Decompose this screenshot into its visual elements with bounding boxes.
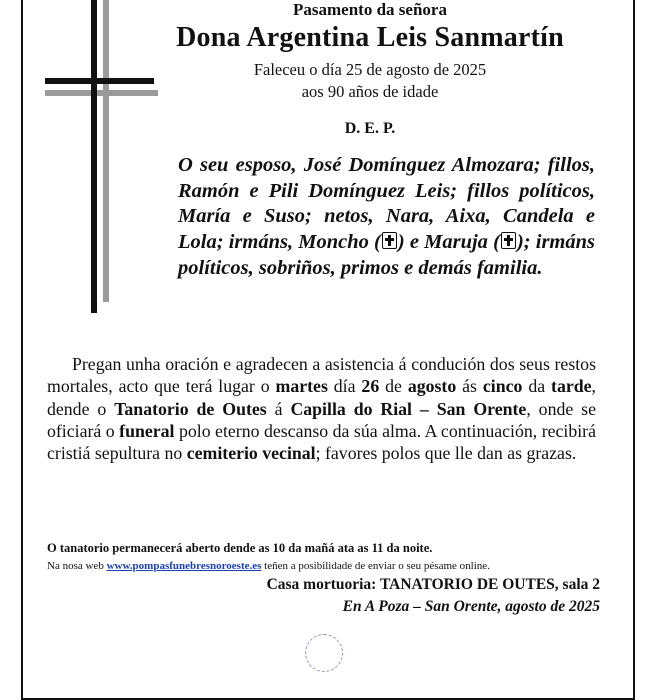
place-date: En A Poza – San Orente, agosto de 2025 (342, 598, 600, 615)
casa-mortuoria: Casa mortuoria: TANATORIO DE OUTES, sala 2 (266, 576, 600, 593)
death-date: Faleceu o día 25 de agosto de 2025 (253, 60, 487, 79)
company-logo (305, 634, 343, 672)
ceremony-paragraph: Pregan unha oración e agradecen a asistencia á condución dos seus restos mortales, acto que terá lugar o martes día 26 de agosto ás cinco da tarde, dende o Tanatorio de Outes á Capilla do Rial – San Orente, onde se oficiará o funeral polo eterno descanso da súa alma. A continuación, recibirá cristiá sepultura no cemiterio vecinal; favores polos que lle dan as grazas. (47, 354, 596, 464)
deceased-name: Dona Argentina Leis Sanmartín (176, 22, 564, 53)
dep-text: D. E. P. (344, 120, 396, 137)
family-text-3: ); irmáns políticos, sobriños, primos e demás familia. (178, 231, 596, 279)
web-note: Na nosa web www.pompasfunebresnoroeste.es teñen a posibilidade de enviar o seu pésame online. (47, 560, 490, 572)
cross-small-icon (382, 232, 397, 249)
family-text-1: O seu esposo, José Domínguez Almozara; fillos, Ramón e Pili Domínguez Leis; fillos políticos, María e Suso; netos, Nara, Aixa, Candela e Lola; irmáns, Moncho ( (178, 154, 595, 254)
family-text-2: ) e Maruja ( (397, 231, 500, 254)
tanatorio-hours: O tanatorio permanecerá aberto dende as 10 da mañá ata as 11 da noite. (47, 541, 433, 555)
cross-small-icon (501, 232, 516, 249)
pasamento-heading: Pasamento da señora (293, 0, 447, 19)
family-list (178, 153, 595, 282)
notice-border (21, 0, 635, 700)
website-link[interactable]: www.pompasfunebresnoroeste.es (106, 560, 262, 572)
age: aos 90 años de idade (301, 82, 439, 101)
